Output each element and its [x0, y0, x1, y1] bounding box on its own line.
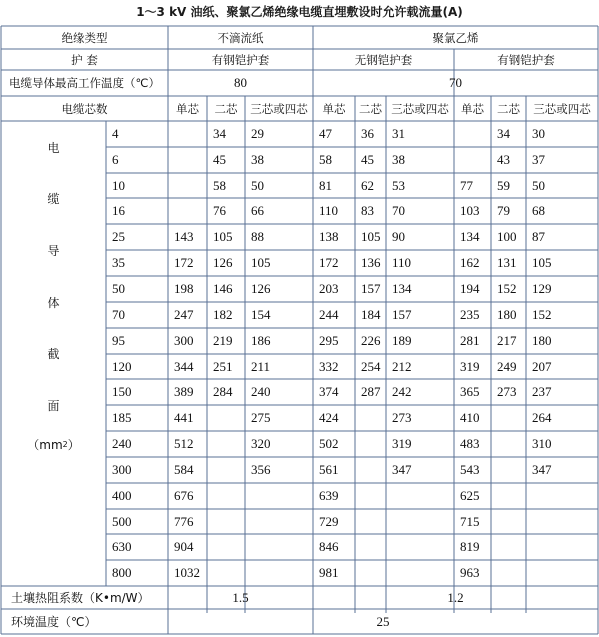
- insulation-paper: 不滴流纸: [217, 30, 264, 45]
- ampacity-value: 105: [251, 255, 271, 270]
- ampacity-value: 105: [213, 229, 233, 244]
- ampacity-value: [386, 509, 454, 534]
- ampacity-value: 100: [497, 229, 517, 244]
- ampacity-value: 180: [532, 333, 552, 348]
- ampacity-value: 184: [361, 307, 381, 322]
- ampacity-value: 157: [361, 281, 381, 296]
- ampacity-value: 81: [319, 177, 332, 193]
- ampacity-value: 58: [213, 177, 226, 193]
- ampacity-value: 310: [532, 436, 552, 451]
- ampacity-value: 152: [532, 307, 552, 322]
- ampacity-value: 273: [497, 384, 517, 399]
- section-label-char: 导: [47, 243, 60, 258]
- ampacity-value: 36: [361, 126, 374, 141]
- sheath-label: 护 套: [71, 52, 98, 67]
- ampacity-value: 110: [319, 203, 339, 218]
- core-header-two: 二芯: [497, 101, 520, 116]
- cross-section-value: 150: [112, 384, 132, 399]
- core-header-two: 二芯: [214, 101, 238, 116]
- ampacity-value: 347: [532, 462, 552, 477]
- ampacity-value: 237: [532, 384, 552, 399]
- ampacity-value: [454, 147, 491, 173]
- ampacity-value: [168, 173, 207, 198]
- ampacity-value: [168, 147, 207, 173]
- section-label-char: 电: [47, 140, 60, 155]
- cross-section-value: 400: [112, 488, 132, 503]
- ampacity-value: 172: [174, 255, 194, 270]
- ampacity-value: 138: [319, 229, 339, 244]
- ampacity-value: 211: [251, 358, 271, 374]
- ampacity-value: 819: [460, 539, 480, 554]
- ampacity-value: [386, 483, 454, 509]
- ampacity-value: 319: [460, 358, 480, 374]
- ampacity-value: [526, 534, 598, 560]
- ampacity-value: 77: [460, 177, 473, 193]
- unit-superscript: 2: [62, 439, 68, 449]
- ampacity-value: 152: [497, 281, 517, 296]
- ambient-temp-label: 环境温度（℃）: [11, 615, 97, 629]
- ampacity-value: [207, 560, 245, 586]
- ampacity-value: 186: [251, 333, 271, 348]
- ampacity-value: 904: [174, 539, 194, 554]
- ampacity-value: [355, 509, 386, 534]
- ampacity-value: 38: [251, 152, 264, 167]
- ampacity-value: 374: [319, 384, 339, 399]
- section-unit-label: [1, 405, 106, 483]
- ampacity-value: 50: [532, 177, 545, 193]
- cross-section-value: 300: [112, 462, 132, 477]
- ampacity-value: 319: [392, 436, 412, 451]
- ampacity-value: 300: [174, 333, 194, 348]
- ampacity-value: [207, 405, 245, 431]
- ampacity-value: 242: [392, 384, 412, 399]
- ampacity-value: [207, 483, 245, 509]
- ampacity-value: 240: [251, 384, 271, 399]
- cross-section-value: 16: [112, 203, 125, 218]
- ampacity-value: 217: [497, 333, 517, 348]
- ampacity-value: 203: [319, 281, 339, 296]
- ampacity-value: [386, 534, 454, 560]
- ampacity-value: 66: [251, 203, 264, 218]
- ampacity-value: 70: [392, 203, 405, 218]
- section-label-char: 体: [47, 295, 60, 310]
- ampacity-value: 189: [392, 333, 412, 348]
- ampacity-value: [491, 431, 526, 457]
- cross-section-value: 240: [112, 436, 132, 451]
- ampacity-value: 347: [392, 462, 412, 477]
- ampacity-value: 87: [532, 229, 545, 244]
- ampacity-value: 68: [532, 203, 545, 218]
- ampacity-value: [491, 560, 526, 586]
- ampacity-value: [491, 534, 526, 560]
- ampacity-value: 483: [460, 436, 480, 451]
- ampacity-value: 34: [213, 126, 226, 141]
- ampacity-value: 79: [497, 203, 510, 218]
- ampacity-value: 715: [460, 513, 480, 529]
- ampacity-value: 584: [174, 462, 194, 477]
- ampacity-value: 729: [319, 513, 339, 529]
- ampacity-value: 676: [174, 488, 194, 503]
- section-label-char: 截: [47, 347, 60, 361]
- ampacity-value: 53: [392, 177, 405, 193]
- cross-section-value: 6: [112, 152, 119, 167]
- core-header-three-four: 三芯或四芯: [533, 101, 591, 116]
- ampacity-value: 45: [361, 152, 374, 167]
- ampacity-value: 146: [213, 281, 233, 296]
- ampacity-value: 29: [251, 126, 264, 141]
- ampacity-value: 50: [251, 177, 264, 193]
- ampacity-value: 157: [392, 307, 412, 322]
- cross-section-value: 95: [112, 333, 125, 348]
- max-temp-pvc: 70: [449, 75, 462, 90]
- ampacity-value: 846: [319, 539, 339, 554]
- ampacity-value: 219: [213, 333, 233, 348]
- ampacity-value: 90: [392, 229, 405, 244]
- cross-section-value: 25: [112, 229, 125, 244]
- core-header-single: 单芯: [461, 101, 484, 116]
- ampacity-value: 105: [361, 229, 381, 244]
- ampacity-value: 441: [174, 410, 194, 425]
- ampacity-value: 154: [251, 307, 271, 322]
- ampacity-value: 45: [213, 152, 226, 167]
- ampacity-value: 424: [319, 410, 339, 425]
- sheath-paper-steel-armor: 有钢铠护套: [211, 52, 270, 67]
- ampacity-value: 207: [532, 358, 552, 374]
- ampacity-value: [491, 405, 526, 431]
- ampacity-value: 251: [213, 358, 233, 374]
- ampacity-value: 34: [497, 126, 510, 141]
- ampacity-value: [245, 509, 313, 534]
- cross-section-value: 120: [112, 358, 132, 374]
- ampacity-value: 249: [497, 358, 517, 374]
- ampacity-value: 103: [460, 203, 480, 218]
- ampacity-value: 129: [532, 281, 552, 296]
- ambient-temp-value: 25: [376, 613, 390, 629]
- ampacity-value: [355, 405, 386, 431]
- ampacity-value: 134: [392, 281, 412, 296]
- ampacity-value: 275: [251, 410, 271, 425]
- ampacity-value: 254: [361, 358, 381, 374]
- ampacity-value: 37: [532, 152, 545, 167]
- ampacity-value: 76: [213, 203, 226, 218]
- ampacity-value: 198: [174, 281, 194, 296]
- ampacity-value: [355, 560, 386, 586]
- ampacity-value: 389: [174, 384, 194, 399]
- ampacity-value: 43: [497, 152, 510, 167]
- ampacity-value: 284: [213, 384, 233, 399]
- ampacity-value: [526, 509, 598, 534]
- ampacity-value: 226: [361, 333, 381, 348]
- ampacity-value: 136: [361, 255, 381, 270]
- ampacity-value: [168, 198, 207, 224]
- cores-label: 电缆芯数: [61, 101, 108, 116]
- unit-text: （mm: [27, 437, 63, 452]
- ampacity-value: 212: [392, 358, 412, 374]
- ampacity-value: 126: [251, 281, 271, 296]
- ampacity-value: [355, 457, 386, 483]
- ampacity-value: 264: [532, 410, 552, 425]
- cross-section-value: 185: [112, 410, 132, 425]
- cross-section-value: 10: [112, 177, 125, 193]
- ampacity-value: 561: [319, 462, 339, 477]
- ampacity-value: 332: [319, 358, 339, 374]
- cross-section-value: 70: [112, 307, 125, 322]
- core-header-single: 单芯: [176, 101, 199, 116]
- section-label-char: 面: [47, 398, 60, 413]
- section-label-char: 缆: [47, 192, 60, 206]
- ampacity-value: 172: [319, 255, 339, 270]
- ampacity-value: 287: [361, 384, 381, 399]
- ampacity-value: 365: [460, 384, 480, 399]
- ampacity-value: 247: [174, 307, 194, 322]
- cross-section-value: 800: [112, 565, 132, 580]
- ampacity-value: 625: [460, 488, 480, 503]
- soil-resistivity-label: 土壤热阻系数（K•m/W）: [11, 591, 150, 605]
- sheath-pvc-no-steel-armor: 无钢铠护套: [354, 52, 413, 67]
- ampacity-value: 143: [174, 229, 194, 244]
- ampacity-value: 126: [213, 255, 233, 270]
- ampacity-value: [355, 483, 386, 509]
- ampacity-value: [207, 431, 245, 457]
- table-title: 1～3 kV 油纸、聚氯乙烯绝缘电缆直埋敷设时允许载流量(A): [136, 5, 463, 19]
- core-header-single: 单芯: [322, 101, 346, 116]
- cross-section-value: 50: [112, 281, 125, 296]
- ampacity-value: [168, 121, 207, 147]
- ampacity-value: 62: [361, 177, 374, 193]
- ampacity-value: 59: [497, 177, 510, 193]
- ampacity-value: 273: [392, 410, 412, 425]
- ampacity-value: [207, 534, 245, 560]
- cross-section-value: 4: [112, 126, 119, 141]
- cross-section-value: 500: [112, 513, 132, 529]
- ampacity-value: 963: [460, 565, 480, 580]
- ampacity-value: [454, 121, 491, 147]
- soil-resistivity-paper: 1.5: [232, 589, 249, 605]
- ampacity-value: 543: [460, 462, 480, 477]
- sheath-pvc-steel-armor: 有钢铠护套: [497, 52, 555, 67]
- max-temp-label: 电缆导体最高工作温度（℃）: [9, 76, 160, 90]
- ampacity-value: [355, 431, 386, 457]
- ampacity-value: 134: [460, 229, 480, 244]
- ampacity-value: 162: [460, 255, 480, 270]
- ampacity-value: 512: [174, 436, 194, 451]
- ampacity-value: 244: [319, 307, 339, 322]
- ampacity-value: 639: [319, 488, 339, 503]
- ampacity-value: [207, 509, 245, 534]
- ampacity-value: 356: [251, 462, 271, 477]
- ampacity-value: [245, 560, 313, 586]
- core-header-three-four: 三芯或四芯: [391, 101, 449, 116]
- soil-resistivity-pvc: 1.2: [447, 589, 464, 605]
- ampacity-value: 105: [532, 255, 552, 270]
- ampacity-value: [245, 483, 313, 509]
- ampacity-value: [491, 509, 526, 534]
- ampacity-value: 131: [497, 255, 517, 270]
- ampacity-value: 180: [497, 307, 517, 322]
- ampacity-value: 47: [319, 126, 332, 141]
- ampacity-value: 981: [319, 565, 339, 580]
- ampacity-value: [491, 457, 526, 483]
- core-header-two: 二芯: [359, 101, 382, 116]
- ampacity-value: 194: [460, 281, 480, 296]
- max-temp-paper: 80: [234, 75, 247, 90]
- ampacity-value: 502: [319, 436, 339, 451]
- ampacity-value: [526, 560, 598, 586]
- ampacity-value: 281: [460, 333, 480, 348]
- cross-section-value: 35: [112, 255, 125, 270]
- ampacity-value: 1032: [174, 565, 200, 580]
- cross-section-value: 630: [112, 539, 132, 554]
- ampacity-value: 410: [460, 410, 480, 425]
- ampacity-value: 58: [319, 152, 332, 167]
- ampacity-value: [207, 457, 245, 483]
- ampacity-value: [491, 483, 526, 509]
- ampacity-value: 30: [532, 126, 545, 141]
- ampacity-value: 344: [174, 358, 194, 374]
- ampacity-value: 31: [392, 126, 405, 141]
- ampacity-value: [386, 560, 454, 586]
- ampacity-value: 295: [319, 333, 339, 348]
- core-header-three-four: 三芯或四芯: [250, 101, 308, 116]
- ampacity-value: [526, 483, 598, 509]
- ampacity-value: 320: [251, 436, 271, 451]
- ampacity-value: 83: [361, 203, 374, 218]
- ampacity-value: 776: [174, 513, 194, 529]
- insulation-pvc: 聚氯乙烯: [432, 30, 479, 45]
- ampacity-value: 182: [213, 307, 233, 322]
- unit-close: ）: [67, 437, 80, 452]
- ampacity-value: 110: [392, 255, 412, 270]
- insulation-type-label: 绝缘类型: [61, 30, 108, 45]
- ampacity-value: [245, 534, 313, 560]
- ampacity-value: 38: [392, 152, 405, 167]
- ampacity-value: 88: [251, 229, 264, 244]
- ampacity-value: [355, 534, 386, 560]
- ampacity-value: 235: [460, 307, 480, 322]
